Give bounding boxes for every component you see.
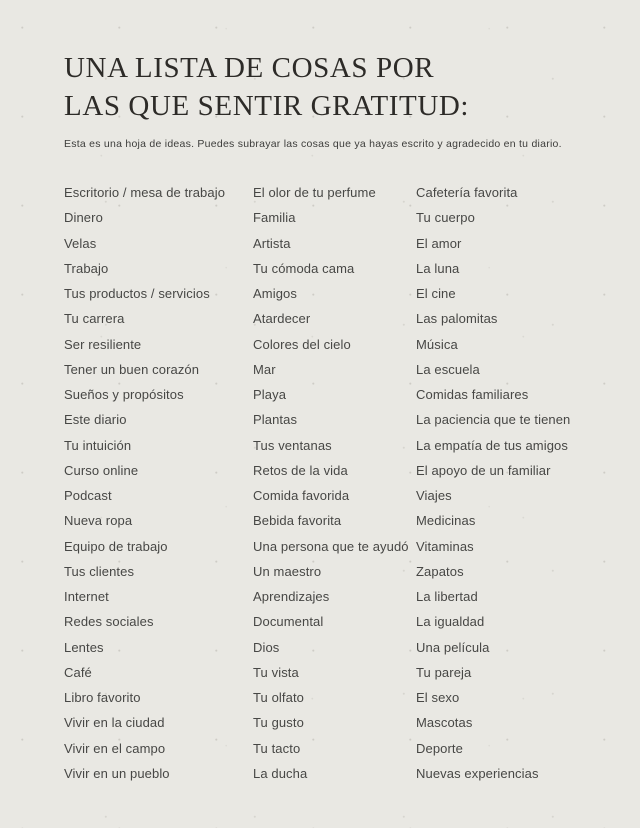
list-item: Tu gusto bbox=[253, 715, 304, 731]
list-item: Lentes bbox=[64, 639, 104, 655]
list-item: Tu cómoda cama bbox=[253, 260, 355, 276]
list-item: Velas bbox=[64, 235, 97, 251]
list-item: Documental bbox=[253, 614, 324, 630]
list-item: Una persona que te ayudó bbox=[253, 538, 409, 554]
list-item: Tus clientes bbox=[64, 563, 135, 579]
list-item: Curso online bbox=[64, 462, 139, 478]
list-item: El olor de tu perfume bbox=[253, 185, 376, 200]
list-item: Un maestro bbox=[253, 563, 322, 579]
list-item: Libro favorito bbox=[64, 690, 141, 705]
list-item: Comidas familiares bbox=[416, 387, 529, 402]
list-item: Café bbox=[64, 664, 92, 680]
list-item: Amigos bbox=[253, 286, 297, 301]
list-column bbox=[253, 180, 416, 786]
list-item: Dios bbox=[253, 639, 280, 655]
list-item: Música bbox=[416, 336, 458, 352]
list-item: Vivir en un pueblo bbox=[64, 765, 170, 781]
list-item: La paciencia que te tienen bbox=[416, 412, 571, 428]
list-item: Atardecer bbox=[253, 311, 311, 327]
list-item: Comida favorida bbox=[253, 488, 350, 503]
list-item: Mascotas bbox=[416, 715, 473, 731]
list-item: Nuevas experiencias bbox=[416, 765, 539, 781]
list-item: Podcast bbox=[64, 488, 112, 503]
list-item: El sexo bbox=[416, 690, 460, 705]
list-item: Playa bbox=[253, 387, 287, 402]
list-item: Las palomitas bbox=[416, 311, 498, 327]
list-item: Artista bbox=[253, 235, 291, 251]
list-item: Tus productos / servicios bbox=[64, 286, 210, 301]
list-item: Familia bbox=[253, 210, 296, 226]
list-item: Bebida favorita bbox=[253, 513, 342, 529]
list-item: Vivir en el campo bbox=[64, 740, 166, 756]
list-item: Viajes bbox=[416, 488, 452, 503]
list-item: La libertad bbox=[416, 589, 478, 604]
list-item: Una película bbox=[416, 639, 490, 655]
list-item: Tu olfato bbox=[253, 690, 305, 705]
list-item: Redes sociales bbox=[64, 614, 154, 630]
list-item: Cafetería favorita bbox=[416, 185, 518, 200]
list-item: Este diario bbox=[64, 412, 127, 428]
list-item: Dinero bbox=[64, 210, 103, 226]
list-item: Plantas bbox=[253, 412, 298, 428]
page-title-line1: UNA LISTA DE COSAS POR bbox=[64, 52, 435, 84]
list-item: Mar bbox=[253, 361, 276, 377]
list-item: La empatía de tus amigos bbox=[416, 437, 568, 453]
list-item: Equipo de trabajo bbox=[64, 538, 168, 554]
page-title bbox=[64, 50, 600, 125]
list-item: Tu pareja bbox=[416, 664, 472, 680]
list-item: Colores del cielo bbox=[253, 336, 351, 352]
list-item: Retos de la vida bbox=[253, 462, 348, 478]
list-item: Tu intuición bbox=[64, 437, 132, 453]
list-item: Medicinas bbox=[416, 513, 476, 529]
list-item: Tu carrera bbox=[64, 311, 125, 327]
list-item: Tu vista bbox=[253, 664, 299, 680]
page-title-line2: LAS QUE SENTIR GRATITUD: bbox=[64, 89, 470, 122]
list-item: La escuela bbox=[416, 361, 480, 377]
list-item: Tu tacto bbox=[253, 740, 301, 756]
list-item: Tus ventanas bbox=[253, 437, 332, 453]
list-item: La igualdad bbox=[416, 614, 485, 630]
subtitle: Esta es una hoja de ideas. Puedes subrayar las cosas que ya hayas escrito y agradecido en tu diario. bbox=[64, 138, 562, 150]
list-item: El apoyo de un familiar bbox=[416, 462, 551, 478]
list-item: Tu cuerpo bbox=[416, 210, 475, 226]
list-item: Deporte bbox=[416, 740, 463, 756]
list-item: La luna bbox=[416, 260, 460, 276]
list-item: Aprendizajes bbox=[253, 589, 330, 604]
list-item: Sueños y propósitos bbox=[64, 387, 184, 402]
list-column bbox=[64, 180, 253, 786]
list-item: Vivir en la ciudad bbox=[64, 715, 165, 731]
list-item: Ser resiliente bbox=[64, 336, 142, 352]
list-item: El cine bbox=[416, 286, 456, 301]
list-item: Vitaminas bbox=[416, 538, 474, 554]
list-columns bbox=[64, 180, 600, 786]
list-item: Nueva ropa bbox=[64, 513, 133, 529]
list-item: Escritorio / mesa de trabajo bbox=[64, 185, 226, 200]
list-item: Zapatos bbox=[416, 563, 464, 579]
list-item: Internet bbox=[64, 589, 109, 604]
list-item: El amor bbox=[416, 235, 462, 251]
list-item: La ducha bbox=[253, 765, 308, 781]
list-column bbox=[416, 180, 600, 786]
list-item: Tener un buen corazón bbox=[64, 361, 200, 377]
list-item: Trabajo bbox=[64, 260, 109, 276]
